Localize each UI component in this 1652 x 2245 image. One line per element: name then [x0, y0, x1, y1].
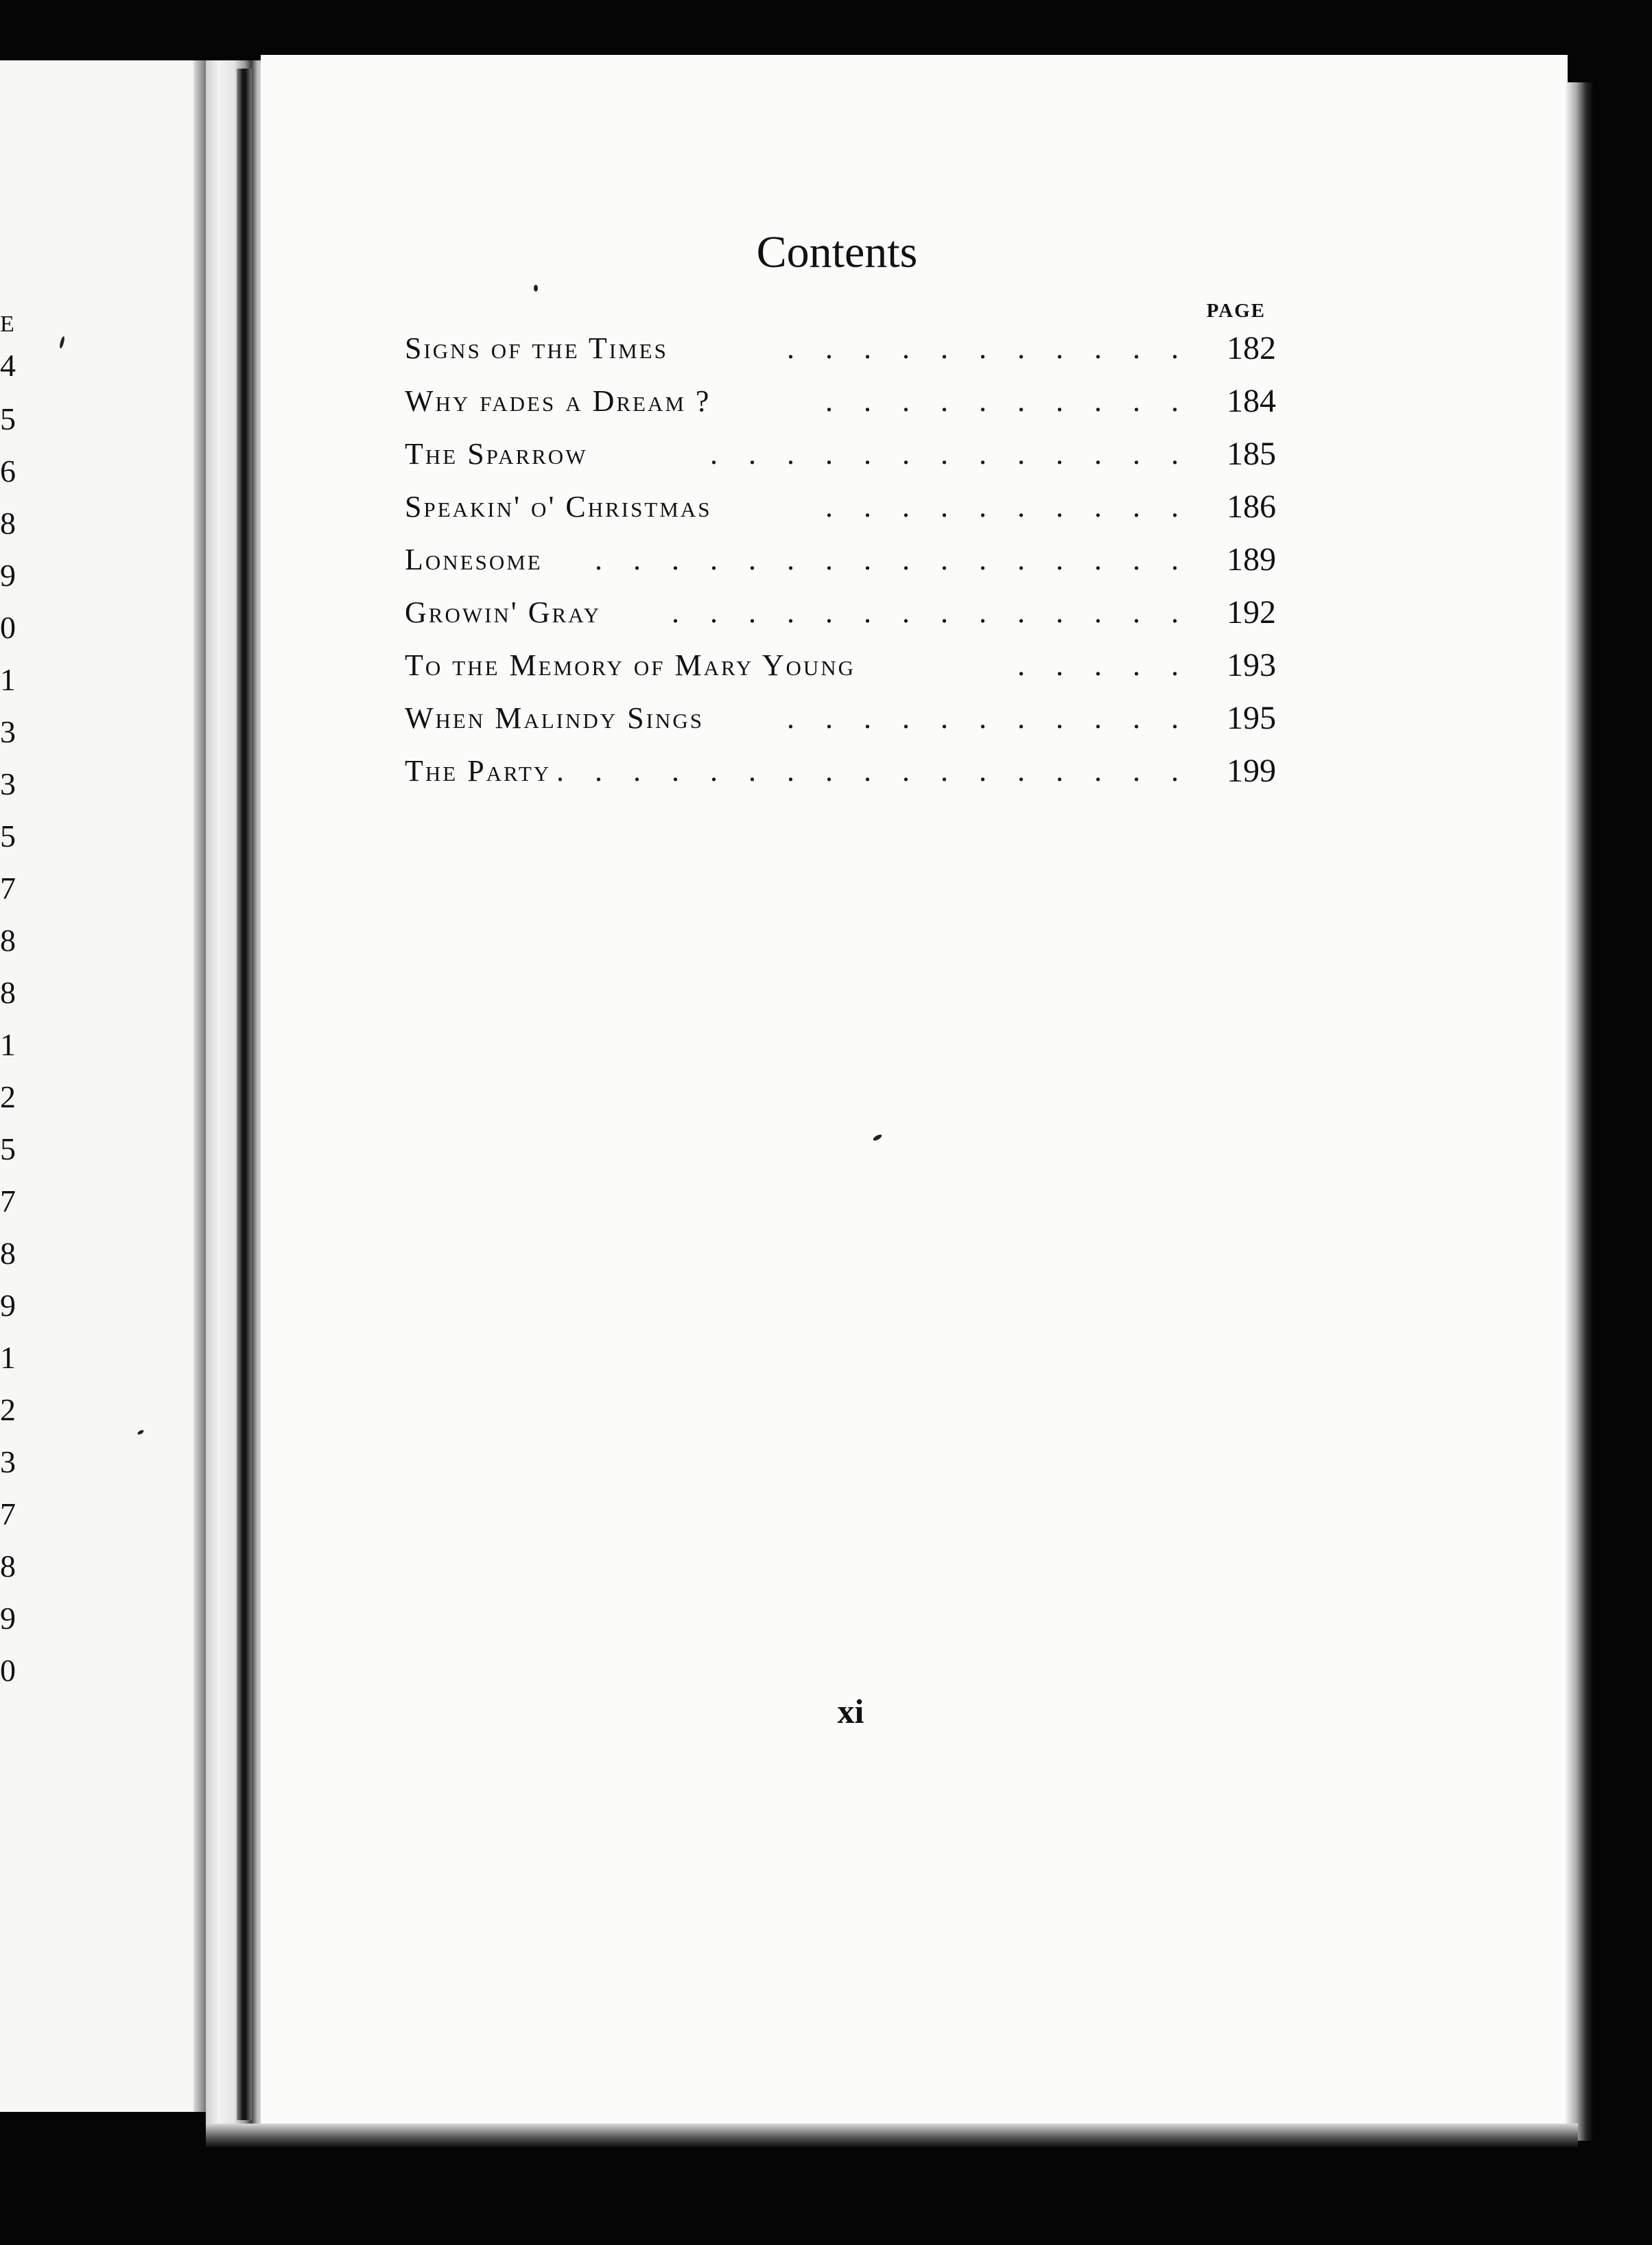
- toc-entry-page: 189: [1227, 541, 1276, 578]
- toc-dot-leaders: . . . . . . . . . . . . . . . . .: [556, 754, 1190, 788]
- previous-page-number: 8: [0, 506, 16, 541]
- toc-entry-page: 182: [1227, 330, 1276, 366]
- previous-page-number: 0: [0, 610, 16, 645]
- toc-entry: [405, 539, 1276, 580]
- previous-page-number: 5: [0, 401, 16, 436]
- toc-entry-title: Why fades a Dream ?: [405, 384, 711, 418]
- previous-page-number: 3: [0, 714, 16, 749]
- previous-page-number: 8: [0, 1236, 16, 1271]
- toc-dot-leaders: . . . . .: [1017, 648, 1190, 682]
- toc-entry-title: To the Memory of Mary Young: [405, 648, 856, 682]
- previous-page-number: 5: [0, 819, 16, 854]
- previous-page-number: 9: [0, 1601, 16, 1636]
- toc-entry-title: Lonesome: [405, 543, 543, 576]
- previous-page-number: 8: [0, 1549, 16, 1584]
- previous-page-number: 2: [0, 1392, 16, 1427]
- page-folio: xi: [837, 1692, 864, 1730]
- toc-entry: [405, 592, 1276, 633]
- previous-page-number: 1: [0, 662, 16, 697]
- toc-entry: [405, 698, 1276, 739]
- previous-page-number: 7: [0, 1184, 16, 1219]
- previous-page-number: 8: [0, 923, 16, 958]
- toc-entry-page: 186: [1227, 489, 1276, 525]
- toc-dot-leaders: . . . . . . . . . .: [825, 384, 1190, 418]
- previous-page-number: 8: [0, 975, 16, 1010]
- previous-page-number: 7: [0, 871, 16, 906]
- toc-entry-title: The Party: [405, 754, 552, 788]
- previous-page-number: 0: [0, 1653, 16, 1688]
- toc-dot-leaders: . . . . . . . . . . . . .: [710, 437, 1190, 471]
- toc-entry-page: 199: [1227, 753, 1276, 789]
- toc-entry-title: Signs of the Times: [405, 331, 668, 365]
- scan-speck: [534, 285, 538, 292]
- toc-dot-leaders: . . . . . . . . . . . . . .: [672, 596, 1190, 629]
- page-bottom-edge: [206, 2124, 1578, 2147]
- previous-page-number: 4: [0, 348, 16, 383]
- previous-page-number: 3: [0, 766, 16, 801]
- toc-entry-title: Growin' Gray: [405, 596, 602, 629]
- toc-dot-leaders: . . . . . . . . . . .: [787, 331, 1190, 365]
- previous-page-number: 5: [0, 1131, 16, 1166]
- toc-entry: [405, 486, 1276, 528]
- binding-line: [237, 69, 252, 2120]
- page-column-label: PAGE: [1206, 300, 1266, 322]
- toc-entry-title: The Sparrow: [405, 437, 588, 471]
- previous-page-number: 2: [0, 1079, 16, 1114]
- toc-entry-page: 184: [1227, 383, 1276, 419]
- toc-entry-title: Speakin' o' Christmas: [405, 490, 712, 524]
- previous-page-number: 3: [0, 1444, 16, 1479]
- previous-page-page-numbers: [0, 60, 48, 2112]
- previous-page-number: 9: [0, 1288, 16, 1323]
- page-title: Contents: [756, 227, 918, 277]
- previous-page: [0, 60, 206, 2112]
- page-right-edge: [1566, 82, 1593, 2141]
- toc-entry-page: 192: [1227, 594, 1276, 631]
- previous-page-header-fragment: E: [0, 312, 14, 337]
- toc-dot-leaders: . . . . . . . . . . . . . . . .: [595, 543, 1190, 576]
- toc-entry: [405, 381, 1276, 422]
- toc-dot-leaders: . . . . . . . . . . .: [787, 701, 1190, 735]
- toc-dot-leaders: . . . . . . . . . .: [825, 490, 1190, 524]
- previous-page-number: 7: [0, 1496, 16, 1531]
- toc-entry: [405, 434, 1276, 475]
- toc-entry: [405, 645, 1276, 686]
- previous-page-number: 1: [0, 1027, 16, 1062]
- toc-entry: [405, 751, 1276, 792]
- previous-page-number: 1: [0, 1340, 16, 1375]
- previous-page-number: 9: [0, 558, 16, 593]
- toc-entry-page: 195: [1227, 700, 1276, 736]
- toc-entry-title: When Malindy Sings: [405, 701, 704, 735]
- toc-entry-page: 193: [1227, 647, 1276, 683]
- toc-entry-page: 185: [1227, 436, 1276, 472]
- previous-page-number: 6: [0, 454, 16, 489]
- toc-entry: [405, 328, 1276, 369]
